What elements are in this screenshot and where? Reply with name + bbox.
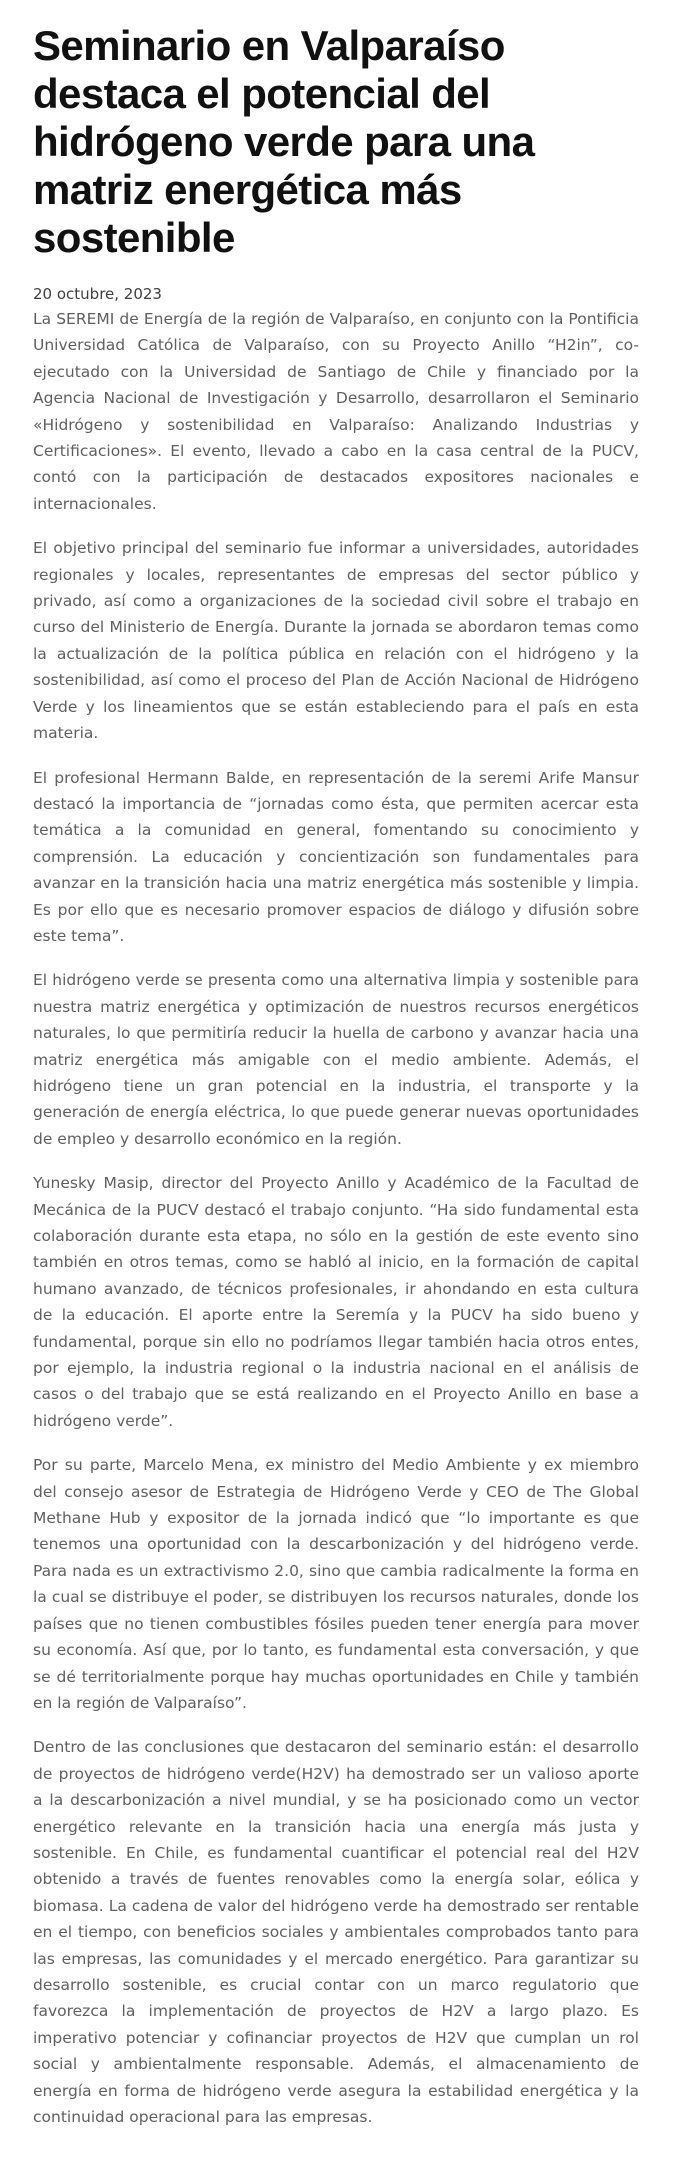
article-paragraph: El objetivo principal del seminario fue informar a universidades, autoridades regionales y locales, representantes de empresas del sector público y privado, así como a organizaciones de la sociedad civil sobre el trabajo en curso del Ministerio de Energía. Durante la jornada se abordaron temas como la actualización de la política pública en relación con el hidrógeno y la sostenibilidad, así como el proceso del Plan de Acción Nacional de Hidrógeno Verde y los lineamientos que se están estableciendo para el país en esta materia. <box>33 539 639 743</box>
article-paragraph: El hidrógeno verde se presenta como una alternativa limpia y sostenible para nuestra matriz energética y optimización de nuestros recursos energéticos naturales, lo que permitiría reducir la huella de carbono y avanzar hacia una matriz energética más amigable con el medio ambiente. Además, el hidrógeno tiene un gran potencial en la industria, el transporte y la generación de energía eléctrica, lo que puede generar nuevas oportunidades de empleo y desarrollo económico en la región. <box>33 971 639 1148</box>
article-paragraph: El profesional Hermann Balde, en representación de la seremi Arife Mansur destacó la importancia de “jornadas como ésta, que permiten acercar esta temática a la comunidad en general, fomentando su conocimiento y comprensión. La educación y concientización son fundamentales para avanzar en la transición hacia una matriz energética más sostenible y limpia. Es por ello que es necesario promover espacios de diálogo y difusión sobre este tema”. <box>33 768 639 945</box>
article-title: Seminario en Valparaíso destaca el potencial del hidrógeno verde para una matriz energética más sostenible <box>33 22 535 261</box>
article-paragraph: Dentro de las conclusiones que destacaron del seminario están: el desarrollo de proyectos de hidrógeno verde(H2V) ha demostrado ser un valioso aporte a la descarbonización a nivel mundial, y se ha posicionado como un vector energético relevante en la transición hacia una energía más justa y sostenible. En Chile, es fundamental cuantificar el potencial real del H2V obtenido a través de fuentes renovables como la energía solar, eólica y biomasa. La cadena de valor del hidrógeno verde ha demostrado ser rentable en el tiempo, con beneficios sociales y ambientales comprobados tanto para las empresas, las comunidades y el mercado energético. Para garantizar su desarrollo sostenible, es crucial contar con un marco regulatorio que favorezca la implementación de proyectos de H2V a largo plazo. Es imperativo potenciar y cofinanciar proyectos de H2V que cumplan un rol social y ambientalmente responsable. Además, el almacenamiento de energía en forma de hidrógeno verde asegura la estabilidad energética y la continuidad operacional para las empresas. <box>33 1738 639 2126</box>
article-body <box>33 306 639 2130</box>
article-date: 20 octubre, 2023 <box>33 285 162 303</box>
article-paragraph: Por su parte, Marcelo Mena, ex ministro del Medio Ambiente y ex miembro del consejo asesor de Estrategia de Hidrógeno Verde y CEO de The Global Methane Hub y expositor de la jornada indicó que “lo importante es que tenemos una oportunidad con la descarbonización y del hidrógeno verde. Para nada es un extractivismo 2.0, sino que cambia radicalmente la forma en la cual se distribuye el poder, se distribuyen los recursos naturales, donde los países que no tienen combustibles fósiles pueden tener energía para mover su economía. Así que, por lo tanto, es fundamental esta conversación, y que se dé territorialmente porque hay muchas oportunidades en Chile y también en la región de Valparaíso”. <box>33 1456 639 1712</box>
article-paragraph: La SEREMI de Energía de la región de Valparaíso, en conjunto con la Pontificia Universidad Católica de Valparaíso, con su Proyecto Anillo “H2in”, co-ejecutado con la Universidad de Santiago de Chile y financiado por la Agencia Nacional de Investigación y Desarrollo, desarrollaron el Seminario «Hidrógeno y sostenibilidad en Valparaíso: Analizando Industrias y Certificaciones». El evento, llevado a cabo en la casa central de la PUCV, contó con la participación de destacados expositores nacionales e internacionales. <box>33 310 639 513</box>
article-paragraph: Yunesky Masip, director del Proyecto Anillo y Académico de la Facultad de Mecánica de la PUCV destacó el trabajo conjunto. “Ha sido fundamental esta colaboración durante esta etapa, no sólo en la gestión de este evento sino también en otros temas, como se habló al inicio, en la formación de capital humano avanzado, de técnicos profesionales, ir ahondando en esta cultura de la educación. El aporte entre la Seremía y la PUCV ha sido bueno y fundamental, porque sin ello no podríamos llegar también hacia otros entes, por ejemplo, la industria regional o la industria nacional en el análisis de casos o del trabajo que se está realizando en el Proyecto Anillo en base a hidrógeno verde”. <box>33 1174 639 1430</box>
